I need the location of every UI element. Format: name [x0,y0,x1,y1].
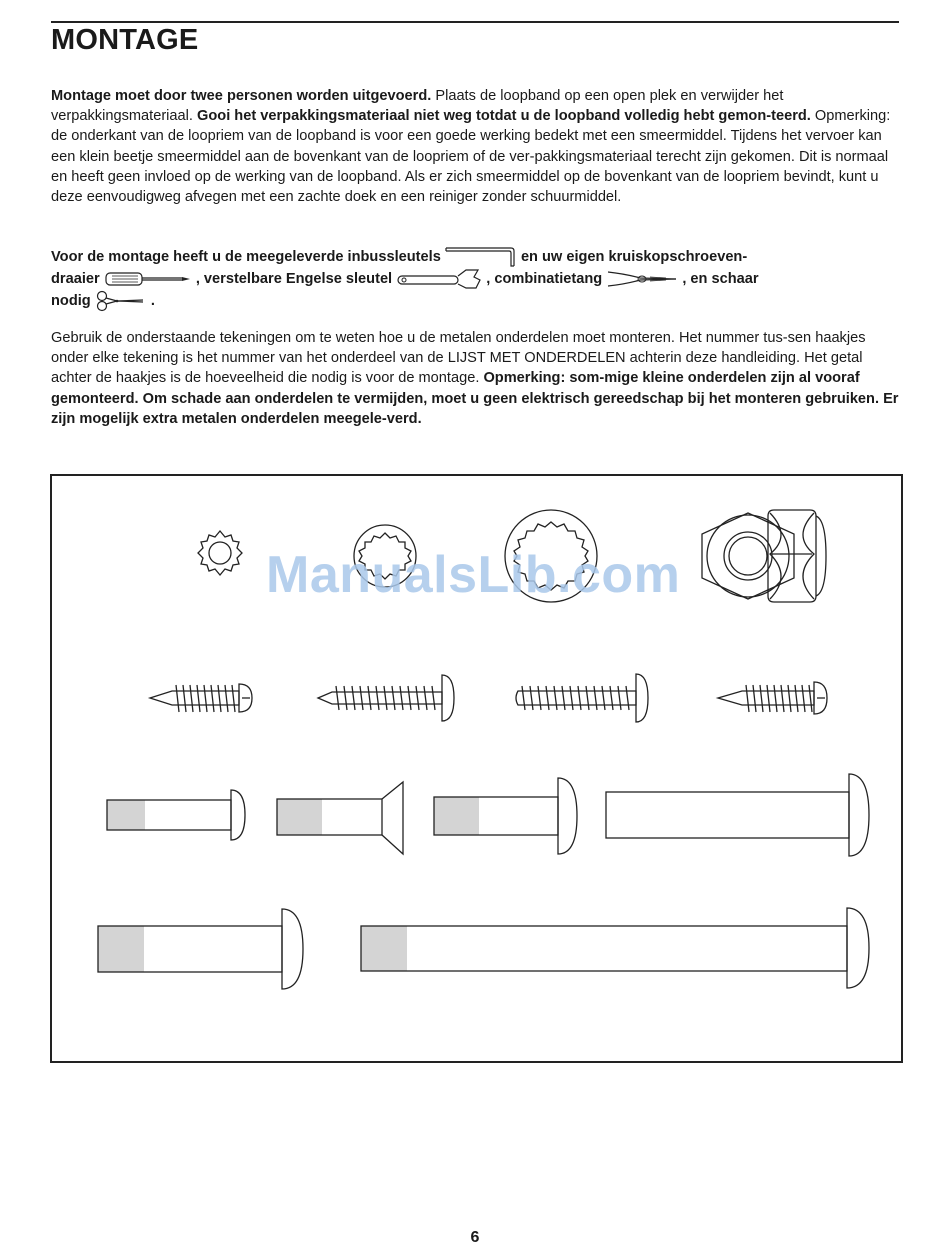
watermark: ManualsLib.com [266,546,681,604]
usage-text: Gebruik de onderstaande tekeningen om te weten hoe u de metalen onderdelen moet monteren. Het nummer tus-sen haakjes onder elke tekening is het nummer van het onderdeel van de LIJST MET ONDERDELEN achterin deze handleiding. Het getal achter de haakjes is de hoeveelheid die nodig is voor de montage. [51,330,866,387]
flat-head-bolt-icon [277,782,403,854]
tools-text-1: Voor de montage heeft u de meegeleverde inbussleutels [51,248,441,265]
adjustable-wrench-icon [396,268,482,290]
tools-text-2: en uw eigen kruiskopschroeven- [520,248,748,265]
tapping-screw-2-icon [718,682,827,714]
medium-button-bolt-icon [434,778,577,854]
tools-text-3: draaier [51,270,100,287]
combination-pliers-icon [606,268,678,290]
intro-paragraph [51,86,901,207]
page-number: 6 [470,1229,480,1246]
tools-text-4: , verstelbare Engelse sleutel [195,270,393,287]
allen-wrench-icon [445,246,517,268]
small-star-washer-icon [198,531,242,575]
usage-paragraph [51,328,901,429]
intro-sentence-3: Gooi het verpakkingsmateriaal niet weg totdat u de loopband volledig hebt gemon-teerd. [197,108,811,125]
extra-long-bolt-icon [361,908,869,988]
self-drilling-screw-icon [318,675,454,721]
tools-text-5: , combinatietang [486,270,603,287]
usage-note: Opmerking: som-mige kleine onderdelen zijn al vooraf gemonteerd. Om schade aan onderdelen te vermijden, moet u geen elektrisch gereedschap bij het monteren gebruiken. Er zijn mogelijk extra metalen onderdelen meegele-verd. [51,370,899,427]
bolt-with-shaded-tip-icon [98,909,303,989]
intro-sentence-4: Opmerking: de onderkant van de loopriem van de loopband is voor een goede werking bedekt met een smeermiddel. Tijdens het vervoer kan een klein beetje smeermiddel aan de bovenkant van de loopriem of de ver-pakkingsmateriaal terecht zijn gekomen. Dit is normaal en heeft geen invloed op de werking van de loopband. Als er zich smeermiddel op de bovenkant van de loopriem bevindt, kunt u deze eenvoudigweg afvegen met een zachte doek en een reiniger zonder schuurmiddel. [51,108,891,206]
intro-sentence-2: Plaats de loopband op een open plek en verwijder het verpakkingsmateriaal. [51,88,784,125]
top-rule [51,21,899,23]
short-button-bolt-icon [107,790,245,840]
scissors-icon [95,290,147,312]
tools-text-7: nodig [51,292,91,309]
phillips-screwdriver-icon [104,270,192,288]
tools-text-8: . [150,292,155,309]
machine-screw-icon [516,674,648,722]
long-button-bolt-icon [606,774,869,856]
nylon-lock-nut-side-icon [768,510,826,602]
tapping-screw-1-icon [150,684,252,712]
page-title: MONTAGE [51,24,199,56]
hex-nut-front-icon [702,513,794,599]
tools-text-6: , en schaar [682,270,759,287]
intro-sentence-1: Montage moet door twee personen worden uitgevoerd. [51,88,432,104]
tools-paragraph [51,246,901,312]
